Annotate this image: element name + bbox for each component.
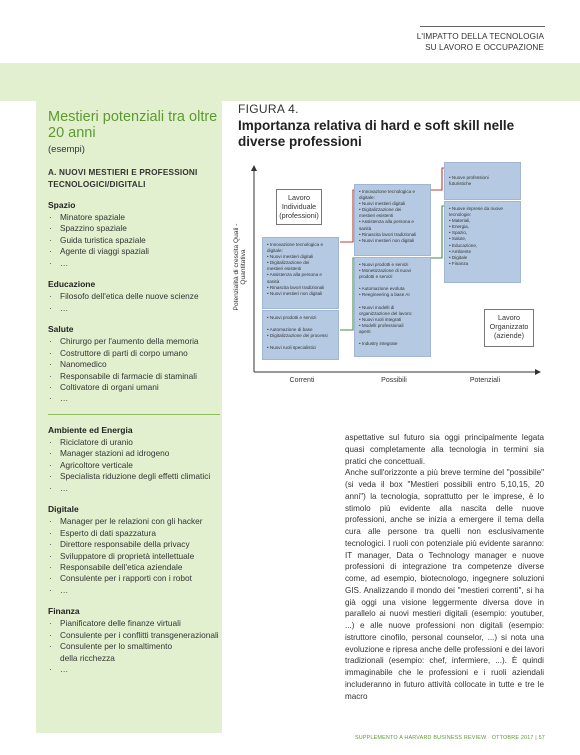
label-lavoro-organizzato: Lavoro Organizzato (aziende) — [484, 309, 534, 347]
sidebar-group-list — [48, 212, 220, 269]
list-item: · Direttore responsabile della privacy — [48, 539, 220, 550]
list-item: · … — [48, 483, 220, 494]
sidebar-title: Mestieri potenziali tra oltre 20 anni — [48, 109, 218, 141]
header-rule — [420, 26, 545, 27]
x-label-correnti: Correnti — [289, 377, 315, 384]
sidebar-group — [48, 424, 220, 494]
box-potenziali-bottom-text: • Nuove imprese da nuove tecnologie: • Materiali, • Energia, • Spazio, • Salute, • Educazione, • Ambiente • Digitale • Finanza — [449, 206, 503, 266]
section-title — [344, 32, 544, 53]
x-label-possibili: Possibili — [381, 377, 407, 384]
box-possibili-bottom — [354, 257, 431, 357]
sidebar-subtitle: (esempi) — [48, 144, 85, 155]
list-item: · Minatore spaziale — [48, 212, 220, 223]
list-item: · Agricoltore verticale — [48, 460, 220, 471]
list-item: · Chirurgo per l'aumento della memoria — [48, 336, 220, 347]
sidebar-group-list — [48, 291, 220, 314]
list-item: · Riciclatore di uranio — [48, 437, 220, 448]
list-item: · … — [48, 258, 220, 269]
list-item: · Costruttore di parti di corpo umano — [48, 348, 220, 359]
list-item: · … — [48, 585, 220, 596]
section-title-line1: L'IMPATTO DELLA TECNOLOGIA — [416, 32, 544, 41]
sidebar-group-title: Spazio — [48, 200, 76, 210]
list-item: · Manager stazioni ad idrogeno — [48, 448, 220, 459]
sidebar-group-title: Finanza — [48, 606, 80, 617]
sidebar-groups — [48, 199, 220, 685]
list-item: · Specialista riduzione degli effetti climatici — [48, 471, 220, 482]
sidebar-group — [48, 323, 220, 405]
figure-diagram — [232, 160, 546, 400]
list-item: · Esperto di dati spazzatura — [48, 528, 220, 539]
sidebar-group-list — [48, 437, 220, 494]
list-item: · Coltivatore di organi umani — [48, 382, 220, 393]
sidebar-group-title: Salute — [48, 324, 74, 335]
box-potenziali-bottom — [444, 201, 521, 283]
list-item: · … — [48, 303, 220, 314]
figure-title: Importanza relativa di hard e soft skill nelle diverse professioni — [238, 118, 515, 149]
sidebar-group-title: Educazione — [48, 279, 96, 290]
y-axis-label: Potenzialità di crescita Quali - Quantitativa — [233, 223, 247, 311]
body-text — [345, 432, 544, 702]
label-lavoro-individuale: Lavoro Individuale (professioni) — [276, 189, 322, 225]
box-potenziali-top — [444, 162, 521, 200]
list-item: · Sviluppatore di proprietà intellettuale — [48, 551, 220, 562]
sidebar-divider — [48, 414, 220, 415]
box-possibili-top-text: • Innovazione tecnologica e digitale: • Nuovi mestieri digitali • Digitalizzazione dei mestieri esistenti • Assistenza alla persona e sanità • Rinascita lavori tradizionali • Nuovi mestieri non digitali — [359, 189, 417, 243]
list-item: · Filosofo dell'etica delle nuove scienze — [48, 291, 220, 302]
list-item: · Manager per le relazioni con gli hacker — [48, 516, 220, 527]
list-item: · … — [48, 393, 220, 404]
list-item: · Pianificatore delle finanze virtuali — [48, 618, 220, 629]
sidebar-group — [48, 605, 220, 675]
sidebar-group-title: Ambiente ed Energia — [48, 424, 133, 435]
box-correnti-bottom — [262, 310, 339, 360]
box-correnti-bottom-text: • Nuovi prodotti e servizi • Automazione di base • Digitalizzazione dei processi • Nuovi ruoli specialistici — [267, 315, 328, 351]
page-footer: SUPPLEMENTO A HARVARD BUSINESS REVIEW · OTTOBRE 2017 | 57 — [354, 735, 545, 741]
sidebar-section-title: A. NUOVI MESTIERI E PROFESSIONI TECNOLOGICI/DIGITALI — [48, 168, 198, 189]
page-header — [0, 0, 580, 63]
body-paragraph: aspettative sul futuro sia oggi principalmente legata quasi completamente alla tecnologia in termini sia pratici che concettuali. — [345, 433, 544, 466]
green-band — [0, 63, 580, 101]
list-item: · Nanomedico — [48, 359, 220, 370]
list-item: · Consulente per lo smaltimento della ricchezza — [48, 641, 220, 664]
sidebar-group — [48, 503, 220, 596]
figure-number: FIGURA 4. — [238, 102, 299, 116]
sidebar-group-list — [48, 516, 220, 596]
list-item: · Spazzino spaziale — [48, 223, 220, 234]
box-possibili-top — [354, 184, 431, 256]
box-correnti-top — [262, 237, 339, 309]
list-item: · Guida turistica spaziale — [48, 235, 220, 246]
sidebar-group — [48, 278, 220, 314]
list-item: · Consulente per i conflitti transgenerazionali — [48, 630, 220, 641]
sidebar-group-list — [48, 618, 220, 675]
box-possibili-bottom-text: • Nuovi prodotti e servizi • Monetizzazione di nuovi prodotti e servizi • Automazione evoluta • Reegineering a base AI • Nuovi modelli di organizzazione del lavoro: • Nuovi ruoli integrati • Modelli professionali aperti • Industry integrate — [359, 262, 413, 347]
sidebar-group — [48, 199, 220, 269]
list-item: · Responsabile dell'etica aziendale — [48, 562, 220, 573]
sidebar-group-title: Digitale — [48, 504, 79, 515]
list-item: · Consulente per i rapporti con i robot — [48, 573, 220, 584]
sidebar-group-list — [48, 336, 220, 405]
list-item: · … — [48, 664, 220, 675]
x-label-potenziali: Potenziali — [469, 377, 501, 384]
section-title-line2: SU LAVORO E OCCUPAZIONE — [425, 42, 544, 52]
list-item: · Responsabile di farmacie di staminali — [48, 371, 220, 382]
sidebar-box — [36, 101, 222, 733]
box-potenziali-top-text: • Nuove professioni futuristiche — [449, 175, 489, 187]
box-correnti-top-text: • Innovazione tecnologica e digitale: • Nuovi mestieri digitali • Digitalizzazione dei mestieri esistenti • Assistenza alla persona e sanità • Rinascita lavori tradizionali • Nuovi mestieri non digitali — [267, 242, 325, 296]
list-item: · Agente di viaggi spaziali — [48, 246, 220, 257]
body-paragraph: Anche sull'orizzonte a più breve termine del "possibile" (si veda il box "Mestieri possibili entro 5,10,15, 20 anni") la tecnologia, soprattutto per le imprese, è lo stimolo più evidente alla nascita delle nuove professioni, anche se inizia a emergere il tema della cura alle persone tra quelli non esclusivamente tecnologici. I ruoli con potenziale più evidente saranno: IT manager, Data o Technology manager e nuove professioni di integrazione tra competenze diverse come, ad esempio, biotecnologo, ingegnere soluzioni GIS. Analizzando il mondo dei "mestieri correnti", si ha già oggi una visione leggermente diversa dove in parallelo ai nuovi mestieri digitali (esempio: youtuber, ...) e alle nuove professioni non digitali (esempio: istruttore cinofilo, personal counselor, ...) si nota una evoluzione e ripresa anche delle professioni e dei lavori tradizionali (esempio: chef, infermiere, ...). È quindi immaginabile che le professioni e i ruoli aziendali includeranno in futuro attività collocate in tutte e tre le macro — [345, 468, 544, 701]
